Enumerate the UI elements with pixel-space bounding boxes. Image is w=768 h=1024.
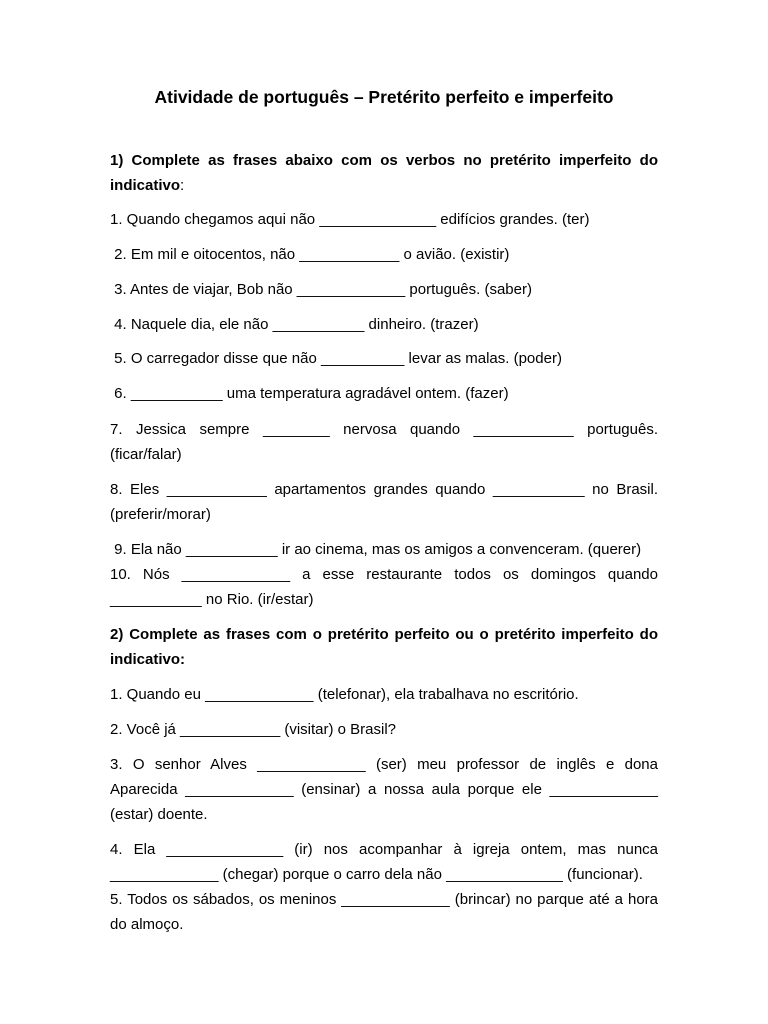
section-2-item-3: 3. O senhor Alves _____________ (ser) meu professor de inglês e dona Aparecida _____________ (ensinar) a nossa aula porque ele _____________ (estar) doente. xyxy=(110,756,658,823)
section-1-item-3: 3. Antes de viajar, Bob não _____________ português. (saber) xyxy=(110,281,532,298)
section-1-heading-text: 1) Complete as frases abaixo com os verbos no pretérito imperfeito do indicativo xyxy=(110,152,658,194)
section-1-heading-tail: : xyxy=(180,177,185,194)
section-1-item-10: 10. Nós _____________ a esse restaurante todos os domingos quando ___________ no Rio. (ir/estar) xyxy=(110,566,658,608)
section-1-item-1: 1. Quando chegamos aqui não ______________ edifícios grandes. (ter) xyxy=(110,211,590,228)
section-1-item-6: 6. ___________ uma temperatura agradável ontem. (fazer) xyxy=(110,385,509,402)
section-1-item-4: 4. Naquele dia, ele não ___________ dinheiro. (trazer) xyxy=(110,316,479,333)
section-1-item-2: 2. Em mil e oitocentos, não ____________ o avião. (existir) xyxy=(110,246,510,263)
section-2-heading: 2) Complete as frases com o pretérito perfeito ou o pretérito imperfeito do indicativo: xyxy=(110,626,658,668)
document-title: Atividade de português – Pretérito perfeito e imperfeito xyxy=(154,87,614,107)
section-1-heading xyxy=(110,148,658,198)
section-2-item-1: 1. Quando eu _____________ (telefonar), ela trabalhava no escritório. xyxy=(110,686,579,703)
section-2-item-2: 2. Você já ____________ (visitar) o Brasil? xyxy=(110,721,397,738)
section-2-item-4: 4. Ela ______________ (ir) nos acompanhar à igreja ontem, mas nunca _____________ (chegar) porque o carro dela não ______________ (funcionar). xyxy=(110,841,658,883)
section-1-item-9: 9. Ela não ___________ ir ao cinema, mas os amigos a convenceram. (querer) xyxy=(110,541,642,558)
section-1-item-8: 8. Eles ____________ apartamentos grandes quando ___________ no Brasil. (preferir/morar) xyxy=(110,481,658,523)
section-1-item-7: 7. Jessica sempre ________ nervosa quando ____________ português. (ficar/falar) xyxy=(110,421,658,463)
section-2-item-5: 5. Todos os sábados, os meninos _____________ (brincar) no parque até a hora do almoço. xyxy=(110,891,658,933)
section-1-item-5: 5. O carregador disse que não __________ levar as malas. (poder) xyxy=(110,350,562,367)
